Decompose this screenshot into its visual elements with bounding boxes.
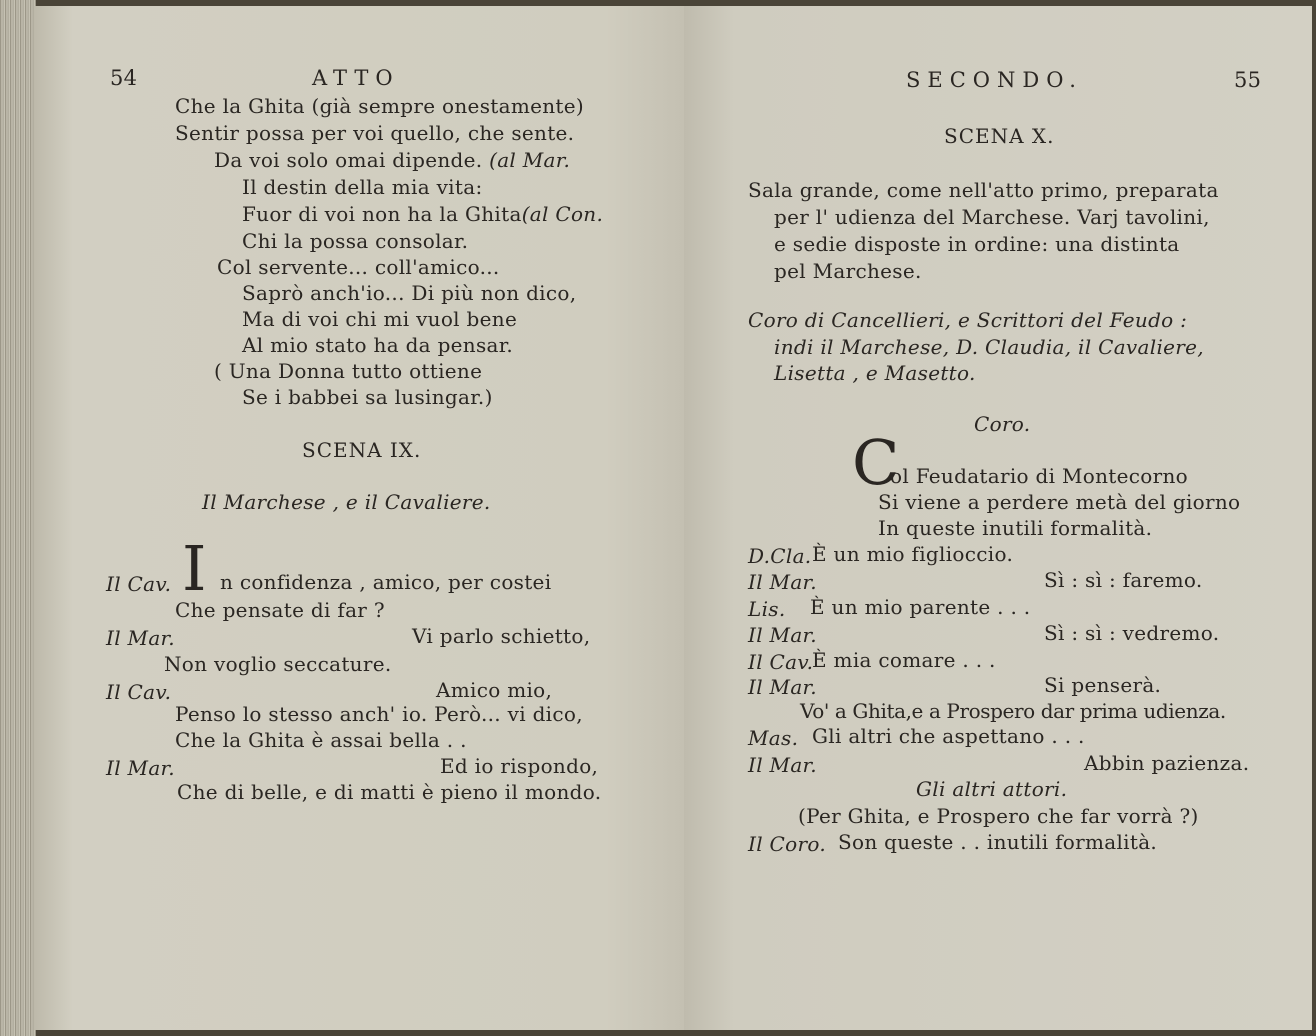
- dialogue-line: È un mio parente . . .: [810, 595, 1031, 619]
- verse-line: Saprò anch'io... Di più non dico,: [242, 281, 577, 305]
- verse-line: Col servente... coll'amico...: [217, 255, 500, 279]
- speaker-label: Lis.: [748, 597, 786, 621]
- dialogue-line: È un mio figlioccio.: [812, 542, 1014, 566]
- drop-cap: I: [182, 532, 207, 605]
- speaker-label: Il Cav.: [106, 680, 172, 704]
- drop-cap: C: [852, 426, 900, 499]
- dialogue-line: Penso lo stesso anch' io. Però... vi dico,: [175, 702, 583, 726]
- dialogue-line: Che la Ghita è assai bella . .: [175, 728, 467, 752]
- verse-line: Chi la possa consolar.: [242, 229, 469, 253]
- speaker-label: Il Cav.: [106, 572, 172, 596]
- left-page: [34, 6, 684, 1030]
- dialogue-line: È mia comare . . .: [812, 648, 996, 672]
- dialogue-line: (Per Ghita, e Prospero che far vorrà ?): [798, 804, 1199, 828]
- dialogue-line: Che pensate di far ?: [175, 598, 385, 622]
- stage-direction: (al Mar.: [489, 148, 571, 172]
- page-number: 55: [1234, 68, 1262, 92]
- scene-description: e sedie disposte in ordine: una distinta: [774, 232, 1180, 256]
- dialogue-line: Gli altri che aspettano . . .: [812, 724, 1085, 748]
- scene-cast: Il Marchese , e il Cavaliere.: [202, 490, 491, 514]
- coro-line: In queste inutili formalità.: [878, 516, 1153, 540]
- speaker-label: Il Mar.: [748, 675, 817, 699]
- verse-line: Sentir possa per voi quello, che sente.: [175, 121, 575, 145]
- running-head: SECONDO.: [906, 68, 1083, 92]
- dialogue-line: n confidenza , amico, per costei: [220, 570, 552, 594]
- verse-line: Al mio stato ha da pensar.: [242, 333, 514, 357]
- coro-line: Si viene a perdere metà del giorno: [878, 490, 1241, 514]
- dialogue-line: Sì : sì : faremo.: [1044, 568, 1203, 592]
- verse-line: Che la Ghita (già sempre onestamente): [175, 94, 584, 118]
- right-page: [684, 6, 1312, 1030]
- stage-direction: (al Con.: [521, 202, 604, 226]
- scene-description: per l' udienza del Marchese. Varj tavolini,: [774, 205, 1210, 229]
- coro-line: ol Feudatario di Montecorno: [890, 464, 1188, 488]
- speaker-label: D.Cla.: [748, 544, 812, 568]
- speaker-label: Il Mar.: [748, 753, 817, 777]
- speaker-label: Il Mar.: [748, 623, 817, 647]
- page-number: 54: [110, 66, 138, 90]
- coro-heading: Coro.: [974, 412, 1031, 436]
- verse-line: ( Una Donna tutto ottiene: [214, 359, 483, 383]
- scene-cast: Lisetta , e Masetto.: [774, 361, 976, 385]
- dialogue-line: Che di belle, e di matti è pieno il mondo.: [177, 780, 602, 804]
- scene-title: SCENA IX.: [302, 438, 422, 462]
- dialogue-line: Abbin pazienza.: [1084, 751, 1250, 775]
- dialogue-line: Ed io rispondo,: [440, 754, 599, 778]
- others-heading: Gli altri attori.: [916, 777, 1068, 801]
- dialogue-line: Son queste . . inutili formalità.: [838, 830, 1158, 854]
- verse-line: Ma di voi chi mi vuol bene: [242, 307, 518, 331]
- speaker-label: Il Coro.: [748, 832, 827, 856]
- speaker-label: Mas.: [748, 726, 799, 750]
- dialogue-line: Non voglio seccature.: [164, 652, 392, 676]
- dialogue-line: Si penserà.: [1044, 673, 1162, 697]
- dialogue-line: Sì : sì : vedremo.: [1044, 621, 1220, 645]
- running-head: ATTO: [312, 66, 400, 90]
- scene-description: pel Marchese.: [774, 259, 922, 283]
- verse-line: Se i babbei sa lusingar.): [242, 385, 493, 409]
- scene-title: SCENA X.: [944, 124, 1055, 148]
- scene-cast: Coro di Cancellieri, e Scrittori del Feudo :: [748, 308, 1188, 332]
- verse-line: Fuor di voi non ha la Ghita(al Con.: [242, 202, 604, 226]
- dialogue-line: Amico mio,: [436, 678, 553, 702]
- scene-cast: indi il Marchese, D. Claudia, il Cavaliere,: [774, 335, 1204, 359]
- verse-line: Il destin della mia vita:: [242, 175, 483, 199]
- speaker-label: Il Mar.: [106, 626, 175, 650]
- dialogue-line: Vi parlo schietto,: [412, 624, 591, 648]
- speaker-label: Il Cav.: [748, 650, 814, 674]
- page-edges: [0, 0, 36, 1036]
- speaker-label: Il Mar.: [106, 756, 175, 780]
- verse-line: Da voi solo omai dipende. (al Mar.: [214, 148, 571, 172]
- speaker-label: Il Mar.: [748, 570, 817, 594]
- scene-description: Sala grande, come nell'atto primo, preparata: [748, 178, 1219, 202]
- dialogue-line: Vo' a Ghita,e a Prospero dar prima udienza.: [800, 699, 1226, 723]
